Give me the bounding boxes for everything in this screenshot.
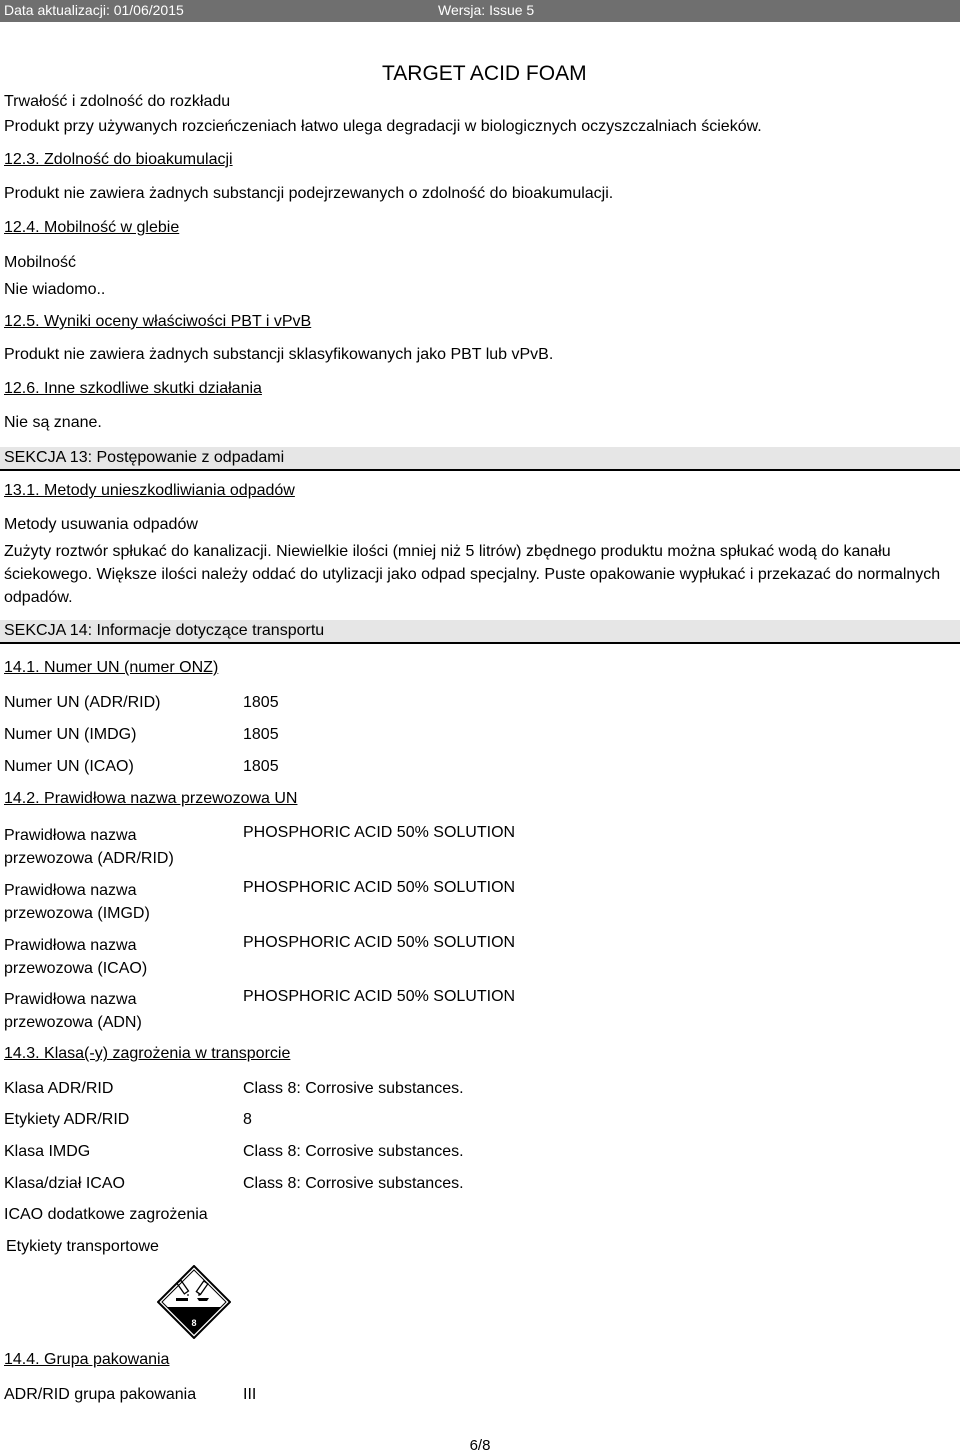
hazard-class-value: 8 — [243, 1111, 252, 1128]
hazard-class-label: Klasa/dział ICAO — [4, 1175, 125, 1192]
section-13-heading — [0, 447, 960, 471]
section-14-title: SEKCJA 14: Informacje dotyczące transportu — [4, 622, 325, 639]
mobility-title: 12.4. Mobilność w glebie — [4, 219, 180, 236]
document-version: Wersja: Issue 5 — [438, 2, 535, 18]
shipping-name-label: Prawidłowa nazwa przewozowa (ADN) — [4, 991, 142, 1031]
shipping-name-value: PHOSPHORIC ACID 50% SOLUTION — [243, 824, 516, 841]
hazard-class-value: Class 8: Corrosive substances. — [243, 1080, 464, 1097]
shipping-name-label: Prawidłowa nazwa przewozowa (IMGD) — [4, 882, 150, 922]
page-number: 6/8 — [469, 1437, 491, 1454]
document-title: TARGET ACID FOAM — [382, 62, 587, 85]
hazard-class-label: Klasa IMDG — [4, 1143, 91, 1160]
hazard-class-label: ICAO dodatkowe zagrożenia — [4, 1206, 208, 1223]
shipping-name-title: 14.2. Prawidłowa nazwa przewozowa UN — [4, 790, 298, 807]
un-label: Numer UN (ICAO) — [4, 758, 134, 775]
shipping-name-value: PHOSPHORIC ACID 50% SOLUTION — [243, 988, 516, 1005]
pictogram-class-number: 8 — [191, 1318, 197, 1328]
bioaccumulation-text: Produkt nie zawiera żadnych substancji podejrzewanych o zdolność do bioakumulacji. — [4, 185, 614, 202]
hazard-class-value: Class 8: Corrosive substances. — [243, 1175, 464, 1192]
pbt-title: 12.5. Wyniki oceny właściwości PBT i vPvB — [4, 313, 312, 330]
un-number-title: 14.1. Numer UN (numer ONZ) — [4, 659, 219, 676]
shipping-name-value: PHOSPHORIC ACID 50% SOLUTION — [243, 879, 516, 896]
hazard-class-label: Klasa ADR/RID — [4, 1080, 114, 1097]
section-13-title: SEKCJA 13: Postępowanie z odpadami — [4, 449, 285, 466]
degradability-title: Trwałość i zdolność do rozkładu — [4, 93, 231, 110]
un-value: 1805 — [243, 726, 279, 743]
un-value: 1805 — [243, 758, 279, 775]
revision-date: Data aktualizacji: 01/06/2015 — [4, 2, 184, 18]
disposal-text: Zużyty roztwór spłukać do kanalizacji. Niewielkie ilości (mniej niż 5 litrów) zbędnego produktu można spłukać wodą do kanału ściekowego. Większe ilości należy oddać do utylizacji jako odpad specjalny. Puste opakowanie wypłukać i przekazać do normalnych odpadów. — [4, 543, 941, 606]
packing-group-label: ADR/RID grupa pakowania — [4, 1386, 197, 1403]
pbt-text: Produkt nie zawiera żadnych substancji sklasyfikowanych jako PBT lub vPvB. — [4, 346, 554, 363]
other-effects-text: Nie są znane. — [4, 414, 102, 431]
hazard-class-value: Class 8: Corrosive substances. — [243, 1143, 464, 1160]
section-14-heading — [0, 620, 960, 644]
degradability-text: Produkt przy używanych rozcieńczeniach łatwo ulega degradacji w biologicznych oczyszczalniach ścieków. — [4, 118, 762, 135]
shipping-name-label: Prawidłowa nazwa przewozowa (ICAO) — [4, 937, 148, 977]
packing-group-title: 14.4. Grupa pakowania — [4, 1351, 170, 1368]
mobility-text: Nie wiadomo.. — [4, 281, 106, 298]
mobility-label: Mobilność — [4, 254, 77, 271]
un-value: 1805 — [243, 694, 279, 711]
shipping-name-label: Prawidłowa nazwa przewozowa (ADR/RID) — [4, 827, 174, 867]
shipping-name-value: PHOSPHORIC ACID 50% SOLUTION — [243, 934, 516, 951]
bioaccumulation-title: 12.3. Zdolność do bioakumulacji — [4, 151, 233, 168]
corrosive-hazard-diamond-icon — [157, 1265, 231, 1344]
un-label: Numer UN (IMDG) — [4, 726, 137, 743]
document-header — [0, 0, 960, 22]
disposal-label: Metody usuwania odpadów — [4, 516, 198, 533]
transport-labels-title: Etykiety transportowe — [6, 1238, 159, 1255]
hazard-class-label: Etykiety ADR/RID — [4, 1111, 130, 1128]
waste-methods-title: 13.1. Metody unieszkodliwiania odpadów — [4, 482, 295, 499]
packing-group-value: III — [243, 1386, 257, 1403]
un-label: Numer UN (ADR/RID) — [4, 694, 161, 711]
other-effects-title: 12.6. Inne szkodliwe skutki działania — [4, 380, 262, 397]
hazard-class-title: 14.3. Klasa(-y) zagrożenia w transporcie — [4, 1045, 291, 1062]
